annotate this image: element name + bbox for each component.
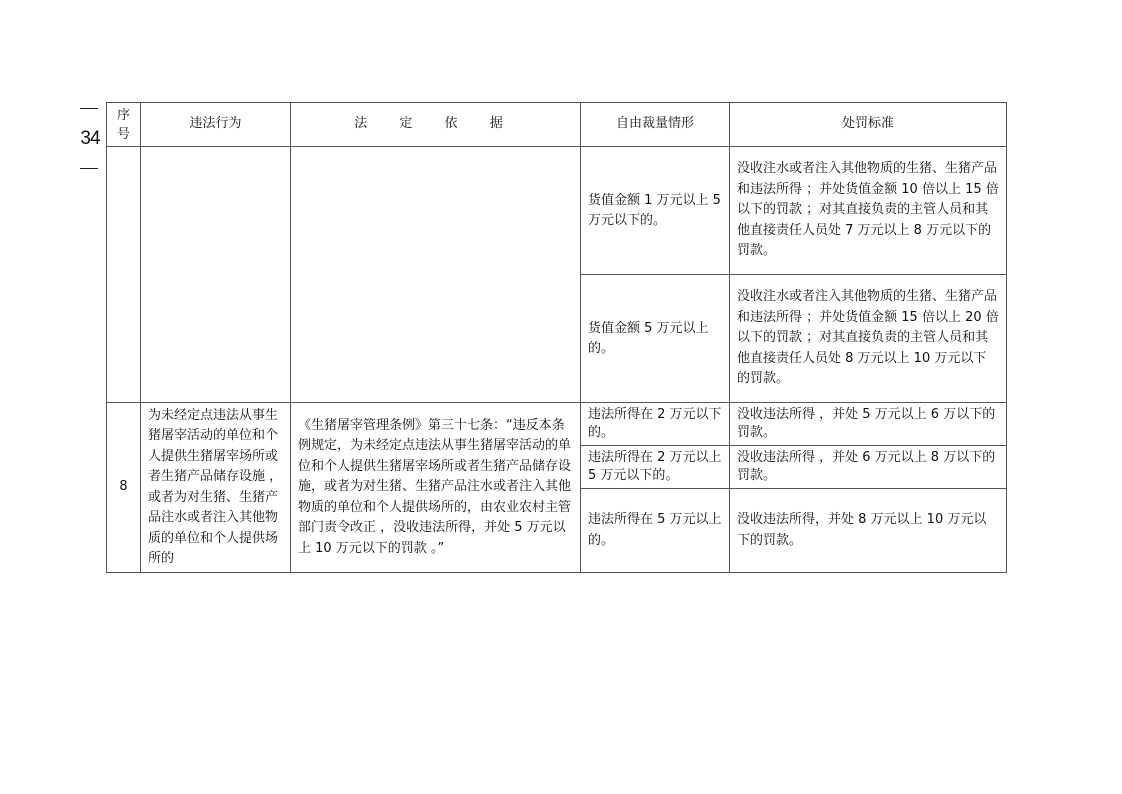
discretion-cell <box>581 446 730 489</box>
page-number-rule-top <box>80 108 98 109</box>
discretion-cell <box>581 275 730 403</box>
header-seq-char-1: 序 <box>116 107 130 123</box>
table-row-item-8 <box>107 403 1007 446</box>
penalty-cell <box>730 403 1007 446</box>
discretion-cell <box>581 403 730 446</box>
violation-text: 为未经定点违法从事生猪屠宰活动的单位和个人提供生猪屠宰场所或者生猪产品储存设施 ，或者为对生猪、生猪产品注水或者注入其他物质的单位和个人提供场所的 <box>148 407 283 566</box>
legal-basis-text: 《生猪屠宰管理条例》第三十七条：“违反本条例规定，为未经定点违法从事生猪屠宰活动的单位和个人提供生猪屠宰场所或者生猪产品储存设施，或者为对生猪、生猪产品注水或者注入其他物质的单位和个人提供场所的，由农业农村主管部门责令改正 ，没收违法所得，并处 5 万元以上 10 万元以下的罚款 。” <box>298 417 572 556</box>
header-discretion: 自由裁量情形 <box>581 103 730 147</box>
discretion-text: 货值金额 5 万元以上的。 <box>588 320 709 356</box>
continued-seq-cell <box>107 147 141 403</box>
header-seq <box>107 103 141 147</box>
header-violation: 违法行为 <box>141 103 291 147</box>
continued-legal-basis-cell <box>291 147 581 403</box>
header-penalty: 处罚标准 <box>730 103 1007 147</box>
penalty-cell <box>730 147 1007 275</box>
violation-cell <box>141 403 291 573</box>
page-number: 34 <box>80 128 100 149</box>
table-row <box>107 147 1007 275</box>
table-header-row <box>107 103 1007 147</box>
penalty-text: 没收违法所得 ，并处 5 万元以上 6 万以下的罚款。 <box>737 407 996 440</box>
discretion-text: 货值金额 1 万元以上 5 万元以下的。 <box>588 192 721 228</box>
penalty-text: 没收注水或者注入其他物质的生猪、生猪产品和违法所得 ；并处货值金额 10 倍以上 15 倍以下的罚款 ；对其直接负责的主管人员和其他直接责任人员处 7 万元以上 8 万元以下的罚款。 <box>737 161 999 259</box>
header-legal-basis <box>291 103 581 147</box>
penalty-cell <box>730 446 1007 489</box>
discretion-cell <box>581 489 730 573</box>
penalty-text: 没收注水或者注入其他物质的生猪、生猪产品和违法所得 ；并处货值金额 15 倍以上 20 倍以下的罚款 ；对其直接负责的主管人员和其他直接责任人员处 8 万元以上 10 万元以下的罚款。 <box>737 289 999 387</box>
seq-cell: 8 <box>107 403 141 573</box>
discretion-text: 违法所得在 5 万元以上的。 <box>588 512 722 548</box>
penalty-cell <box>730 489 1007 573</box>
page-number-rule-bottom <box>80 168 98 169</box>
penalty-standards-table <box>106 102 1007 573</box>
continued-violation-cell <box>141 147 291 403</box>
discretion-cell <box>581 147 730 275</box>
penalty-text: 没收违法所得，并处 8 万元以上 10 万元以下的罚款。 <box>737 512 987 548</box>
header-legal-basis-text: 法 定 依 据 <box>354 116 517 132</box>
penalty-text: 没收违法所得 ，并处 6 万元以上 8 万以下的罚款。 <box>737 450 996 483</box>
penalty-cell <box>730 275 1007 403</box>
header-seq-char-2: 号 <box>116 126 130 142</box>
legal-basis-cell <box>291 403 581 573</box>
discretion-text: 违法所得在 2 万元以上 5 万元以下的。 <box>588 450 722 483</box>
discretion-text: 违法所得在 2 万元以下的。 <box>588 407 722 440</box>
